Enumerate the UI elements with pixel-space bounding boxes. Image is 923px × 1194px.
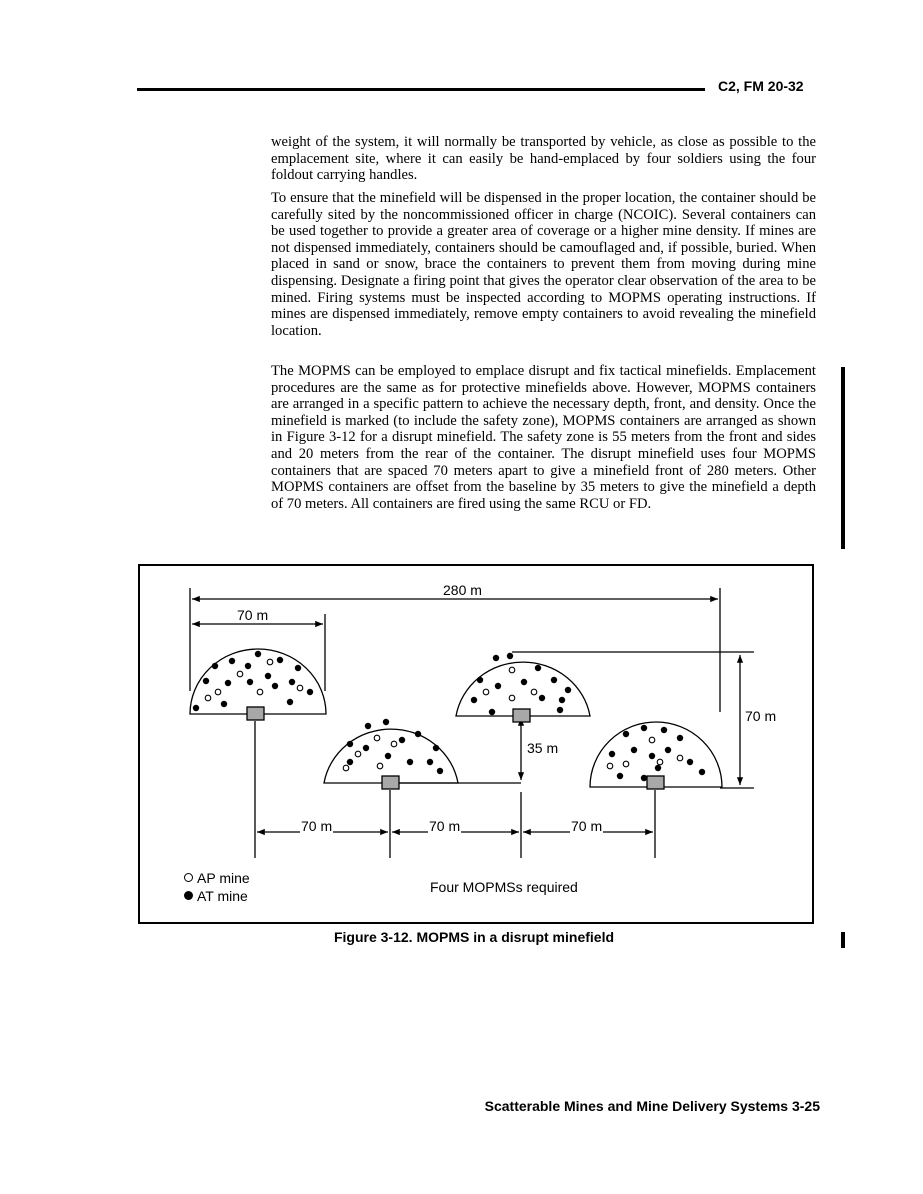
at-mine (347, 741, 353, 747)
ap-mine (483, 689, 489, 695)
figure-disrupt-minefield (138, 564, 814, 924)
legend-at-mine (184, 888, 248, 904)
at-mine (493, 655, 499, 661)
at-mine (551, 677, 557, 683)
ap-mine (391, 741, 397, 747)
at-mine (427, 759, 433, 765)
at-mine (289, 679, 295, 685)
at-mine (557, 707, 563, 713)
figure-caption: Figure 3-12. MOPMS in a disrupt minefield (333, 929, 615, 945)
depth-dimension-label: 70 m (745, 708, 777, 724)
at-mine (641, 775, 647, 781)
at-mine (365, 723, 371, 729)
change-bar (841, 932, 845, 948)
at-mine (623, 731, 629, 737)
at-mine (677, 735, 683, 741)
ap-mine (237, 671, 243, 677)
at-mine (363, 745, 369, 751)
at-mine (265, 673, 271, 679)
at-mine (687, 759, 693, 765)
at-mine (399, 737, 405, 743)
at-mine (255, 651, 261, 657)
at-mine (203, 678, 209, 684)
at-mine-symbol (184, 891, 193, 900)
at-mine (385, 753, 391, 759)
ap-mine (509, 695, 515, 701)
ap-mine (377, 763, 383, 769)
at-mine (307, 689, 313, 695)
ap-mine (297, 685, 303, 691)
at-mine (347, 759, 353, 765)
ap-mine (677, 755, 683, 761)
legend-at-label: AT mine (197, 888, 248, 904)
at-mine (295, 665, 301, 671)
ap-mine (607, 763, 613, 769)
at-mine (539, 695, 545, 701)
at-mine (609, 751, 615, 757)
at-mine (641, 725, 647, 731)
paragraph-transport: weight of the system, it will normally be transported by vehicle, as close as possible to the emplacement site, where it can easily be hand-emplaced by four soldiers using the four foldout carrying handles. (271, 134, 816, 184)
at-mine (229, 658, 235, 664)
at-mine (225, 680, 231, 686)
at-mine (535, 665, 541, 671)
at-mine (665, 747, 671, 753)
at-mine (649, 753, 655, 759)
ap-mine (649, 737, 655, 743)
at-mine (272, 683, 278, 689)
ap-mine (257, 689, 263, 695)
ap-mine (657, 759, 663, 765)
at-mine (477, 677, 483, 683)
at-mine (383, 719, 389, 725)
legend-ap-mine (184, 870, 250, 886)
document-id: C2, FM 20-32 (718, 78, 804, 94)
legend-ap-label: AP mine (197, 870, 250, 886)
at-mine (565, 687, 571, 693)
at-mine (221, 701, 227, 707)
at-mine (495, 683, 501, 689)
at-mine (521, 679, 527, 685)
mopms-container (647, 776, 664, 789)
ap-mine (343, 765, 349, 771)
page-footer: Scatterable Mines and Mine Delivery Systems 3-25 (484, 1098, 820, 1114)
at-mine (245, 663, 251, 669)
ap-mine (205, 695, 211, 701)
at-mine (699, 769, 705, 775)
at-mine (287, 699, 293, 705)
ap-mine-symbol (184, 873, 193, 882)
figure-note: Four MOPMSs required (430, 879, 578, 895)
at-mine (559, 697, 565, 703)
at-mine (471, 697, 477, 703)
mopms-container (247, 707, 264, 720)
spacing-label: 70 m (429, 818, 461, 834)
ap-mine (215, 689, 221, 695)
ap-mine (509, 667, 515, 673)
mopms-container (513, 709, 530, 722)
ap-mine (355, 751, 361, 757)
at-mine (407, 759, 413, 765)
front-dimension-label: 280 m (443, 582, 482, 598)
at-mine (247, 679, 253, 685)
at-mine (617, 773, 623, 779)
at-mine (277, 657, 283, 663)
paragraph-siting: To ensure that the minefield will be dispensed in the proper location, the container should be carefully sited by the noncommissioned officer in charge (NCOIC). Several containers can be used together to provide a greater area of coverage or a higher mine density. If mines are not dispensed immediately, containers should be camouflaged and, if possible, buried. When placed in sand or snow, brace the containers to prevent them from moving during mine dispensing. Designate a firing point that gives the operator clear observation of the area to be mined. Firing systems must be inspected according to MOPMS operating instructions. If mines are dispensed immediately, remove empty containers to avoid revealing the minefield location. (271, 190, 816, 339)
at-mine (489, 709, 495, 715)
width-dimension-label: 70 m (237, 607, 269, 623)
mopms-container (382, 776, 399, 789)
at-mine (437, 768, 443, 774)
spacing-label: 70 m (571, 818, 603, 834)
ap-mine (531, 689, 537, 695)
header-rule (137, 88, 705, 91)
ap-mine (623, 761, 629, 767)
at-mine (433, 745, 439, 751)
at-mine (193, 705, 199, 711)
ap-mine (374, 735, 380, 741)
at-mine (415, 731, 421, 737)
at-mine (507, 653, 513, 659)
change-bar (841, 367, 845, 549)
at-mine (631, 747, 637, 753)
paragraph-disrupt: The MOPMS can be employed to emplace disrupt and fix tactical minefields. Emplacement procedures are the same as for protective minefields above. However, MOPMS containers are arranged in a specific pattern to achieve the necessary depth, front, and density. Once the minefield is marked (to include the safety zone), MOPMS containers are arranged as shown in Figure 3-12 for a disrupt minefield. The safety zone is 55 meters from the front and sides and 20 meters from the rear of the container. The disrupt minefield uses four MOPMS containers that are spaced 70 meters apart to give a minefield front of 280 meters. Other MOPMS containers are offset from the baseline by 35 meters to give the minefield a depth of 70 meters. All containers are fired using the same RCU or FD. (271, 363, 816, 512)
at-mine (655, 765, 661, 771)
ap-mine (267, 659, 273, 665)
at-mine (212, 663, 218, 669)
offset-dimension-label: 35 m (527, 740, 559, 756)
spacing-label: 70 m (301, 818, 333, 834)
at-mine (661, 727, 667, 733)
minefield-footprint (190, 649, 326, 714)
